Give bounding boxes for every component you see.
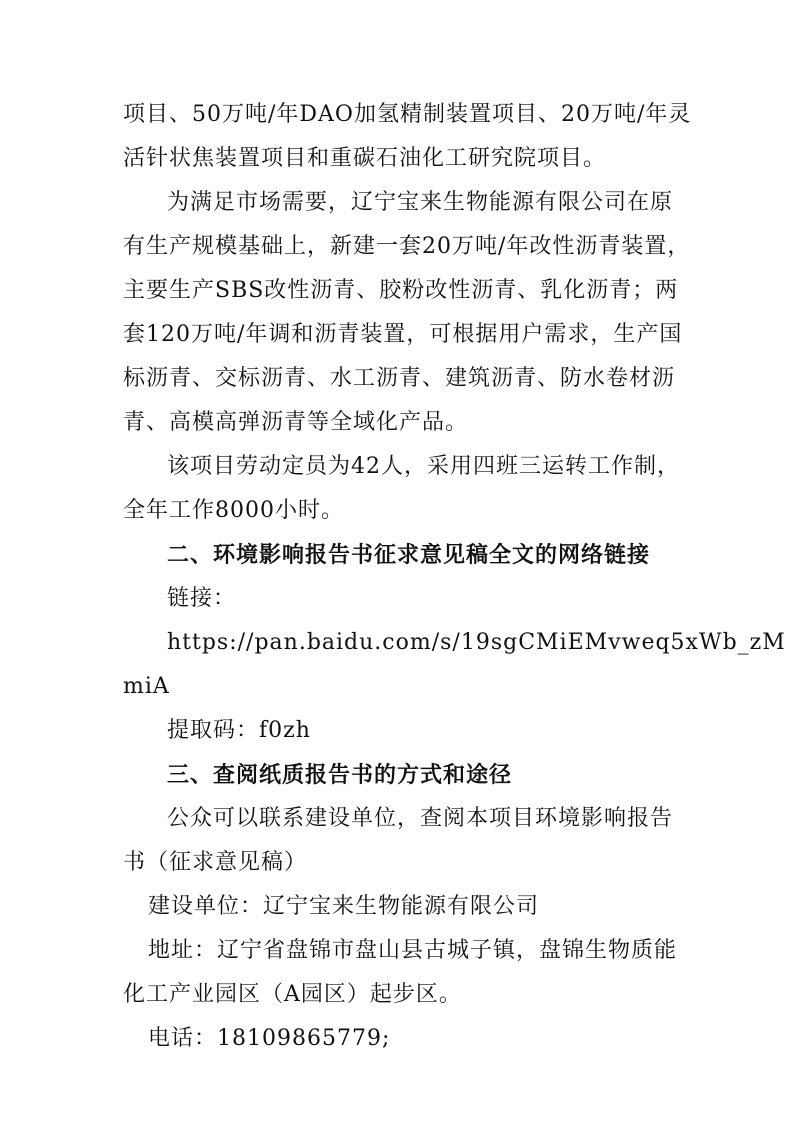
section-3-line-2: 书（征求意见稿） [123,850,308,875]
intro-line-2: 活针状焦装置项目和重碳石油化工研究院项目。 [123,146,607,171]
expansion-line-2: 有生产规模基础上，新建一套20万吨/年改性沥青装置， [123,234,691,259]
extraction-code: 提取码：f0zh [167,718,311,743]
address-line-2: 化工产业园区（A园区）起步区。 [123,982,462,1007]
phone-number: 电话：18109865779; [148,1026,391,1051]
expansion-line-4: 套120万吨/年调和沥青装置，可根据用户需求，生产国 [123,322,683,347]
section-3-heading: 三、查阅纸质报告书的方式和途径 [167,762,513,788]
expansion-line-6: 青、高模高弹沥青等全域化产品。 [123,410,469,435]
section-2-heading: 二、环境影响报告书征求意见稿全文的网络链接 [167,542,651,568]
staffing-line-1: 该项目劳动定员为42人，采用四班三运转工作制， [167,454,680,479]
construction-unit: 建设单位：辽宁宝来生物能源有限公司 [148,894,540,919]
intro-line-1: 项目、50万吨/年DAO加氢精制装置项目、20万吨/年灵 [123,102,692,127]
expansion-line-5: 标沥青、交标沥青、水工沥青、建筑沥青、防水卷材沥 [123,366,676,391]
expansion-line-1: 为满足市场需要，辽宁宝来生物能源有限公司在原 [167,190,674,215]
staffing-line-2: 全年工作8000小时。 [123,498,344,523]
section-3-line-1: 公众可以联系建设单位，查阅本项目环境影响报告 [167,806,674,831]
expansion-line-3: 主要生产SBS改性沥青、胶粉改性沥青、乳化沥青；两 [123,278,679,303]
link-label: 链接： [167,586,237,611]
address-line-1: 地址：辽宁省盘锦市盘山县古城子镇，盘锦生物质能 [148,938,678,963]
download-link[interactable]: https://pan.baidu.com/s/19sgCMiEMvweq5xWb_zM [167,630,786,655]
download-link-continued[interactable]: miA [123,674,170,699]
